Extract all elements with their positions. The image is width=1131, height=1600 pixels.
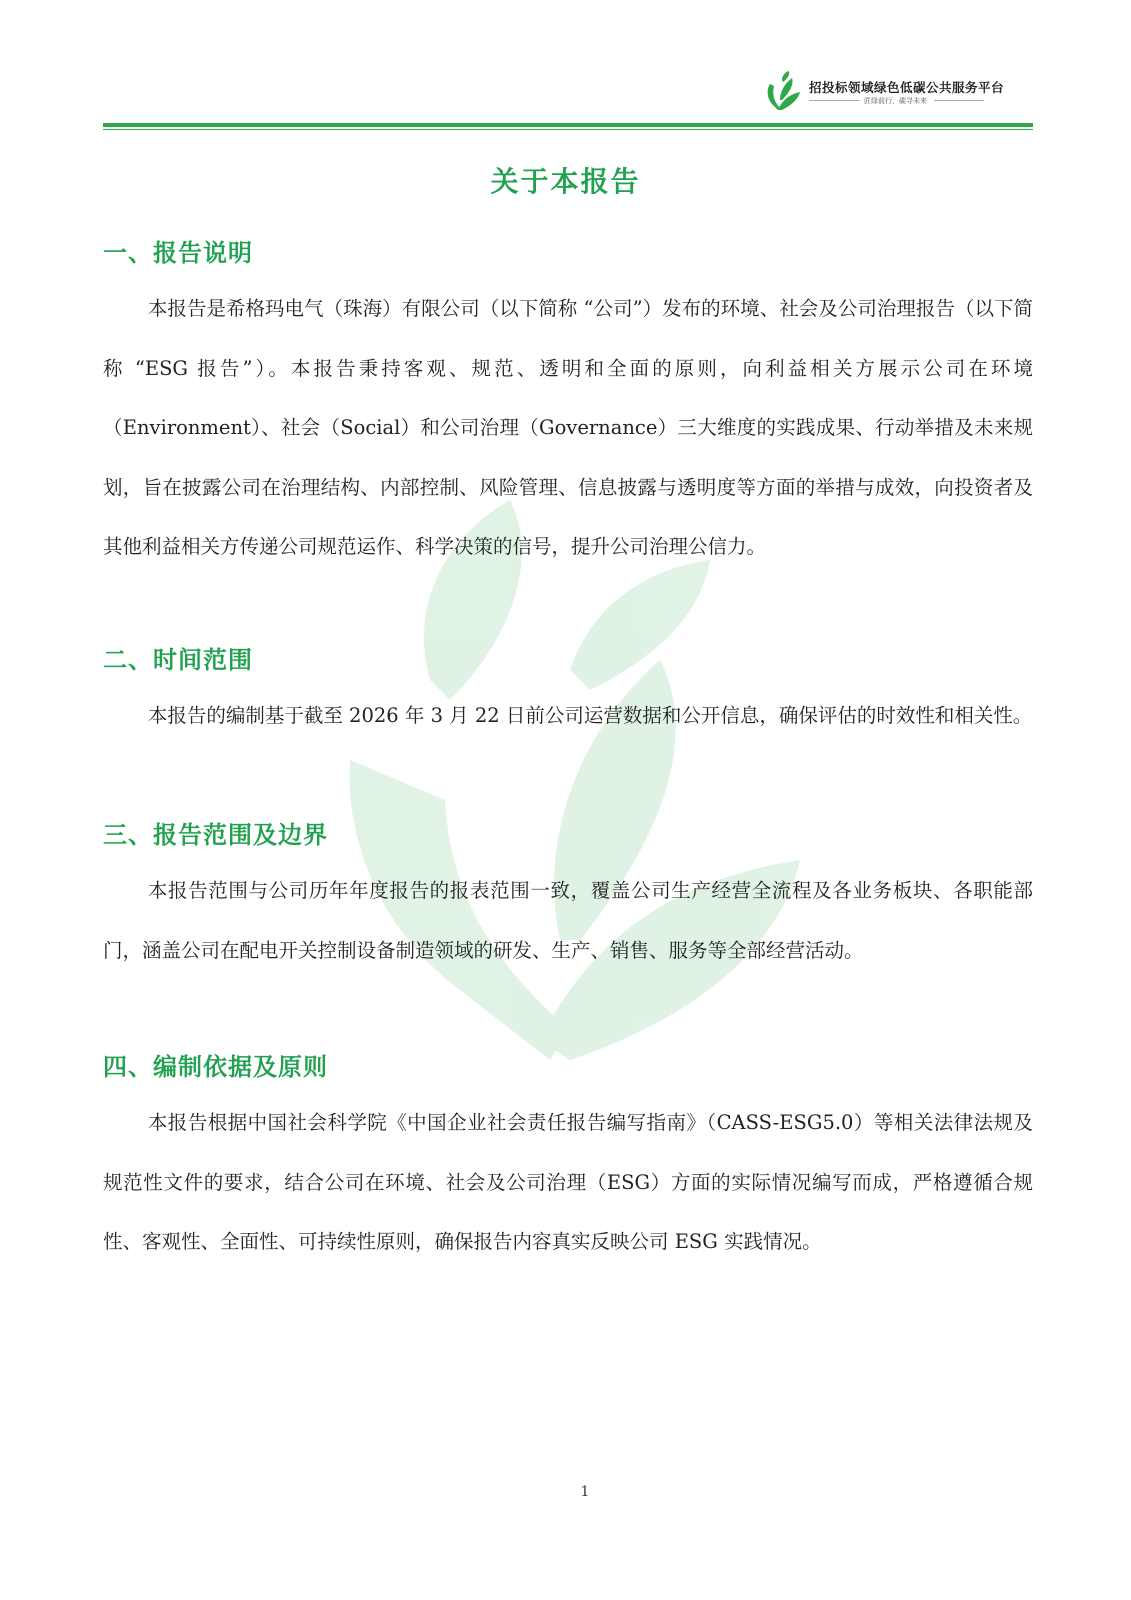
slogan-rule-left bbox=[809, 100, 859, 101]
section-heading-time-scope: 二、时间范围 bbox=[103, 646, 253, 674]
header-logo bbox=[764, 70, 1054, 120]
section-heading-compilation-basis: 四、编制依据及原则 bbox=[103, 1053, 328, 1081]
green-leaf-logo-icon bbox=[764, 70, 804, 114]
section-heading-report-description: 一、报告说明 bbox=[103, 239, 253, 267]
section-paragraph-compilation-basis: 本报告根据中国社会科学院《中国企业社会责任报告编写指南》（CASS-ESG5.0）等相关法律法规及规范性文件的要求，结合公司在环境、社会及公司治理（ESG）方面的实际情况编写而成，严格遵循合规性、客观性、全面性、可持续性原则，确保报告内容真实反映公司 ESG 实践情况。 bbox=[103, 1111, 1033, 1253]
slogan-rule-right bbox=[934, 100, 984, 101]
page-title: 关于本报告 bbox=[490, 165, 641, 198]
section-paragraph-report-boundary: 本报告范围与公司历年年度报告的报表范围一致，覆盖公司生产经营全流程及各业务板块、各职能部门，涵盖公司在配电开关控制设备制造领域的研发、生产、销售、服务等全部经营活动。 bbox=[103, 879, 1033, 962]
section-paragraph-report-description: 本报告是希格玛电气（珠海）有限公司（以下简称 “公司”）发布的环境、社会及公司治理报告（以下简称 “ESG 报告”）。本报告秉持客观、规范、透明和全面的原则，向利益相关方展示公司在环境（Environment）、社会（Social）和公司治理（Governance）三大维度的实践成果、行动举措及未来规划，旨在披露公司在治理结构、内部控制、风险管理、信息披露与透明度等方面的举措与成效，向投资者及其他利益相关方传递公司规范运作、科学决策的信号，提升公司治理公信力。 bbox=[103, 297, 1033, 558]
header-rule-thin bbox=[103, 129, 1033, 130]
section-heading-report-boundary: 三、报告范围及边界 bbox=[103, 821, 328, 849]
leaf-watermark-icon bbox=[340, 500, 810, 1070]
section-paragraph-time-scope: 本报告的编制基于截至 2026 年 3 月 22 日前公司运营数据和公开信息，确保评估的时效性和相关性。 bbox=[147, 704, 1033, 727]
brand-title: 招投标领域绿色低碳公共服务平台 bbox=[809, 80, 1005, 95]
brand-slogan: 匠绿前行，碳寻未来 bbox=[864, 97, 927, 105]
page-number: 1 bbox=[580, 1484, 590, 1500]
header-rule bbox=[103, 123, 1033, 127]
